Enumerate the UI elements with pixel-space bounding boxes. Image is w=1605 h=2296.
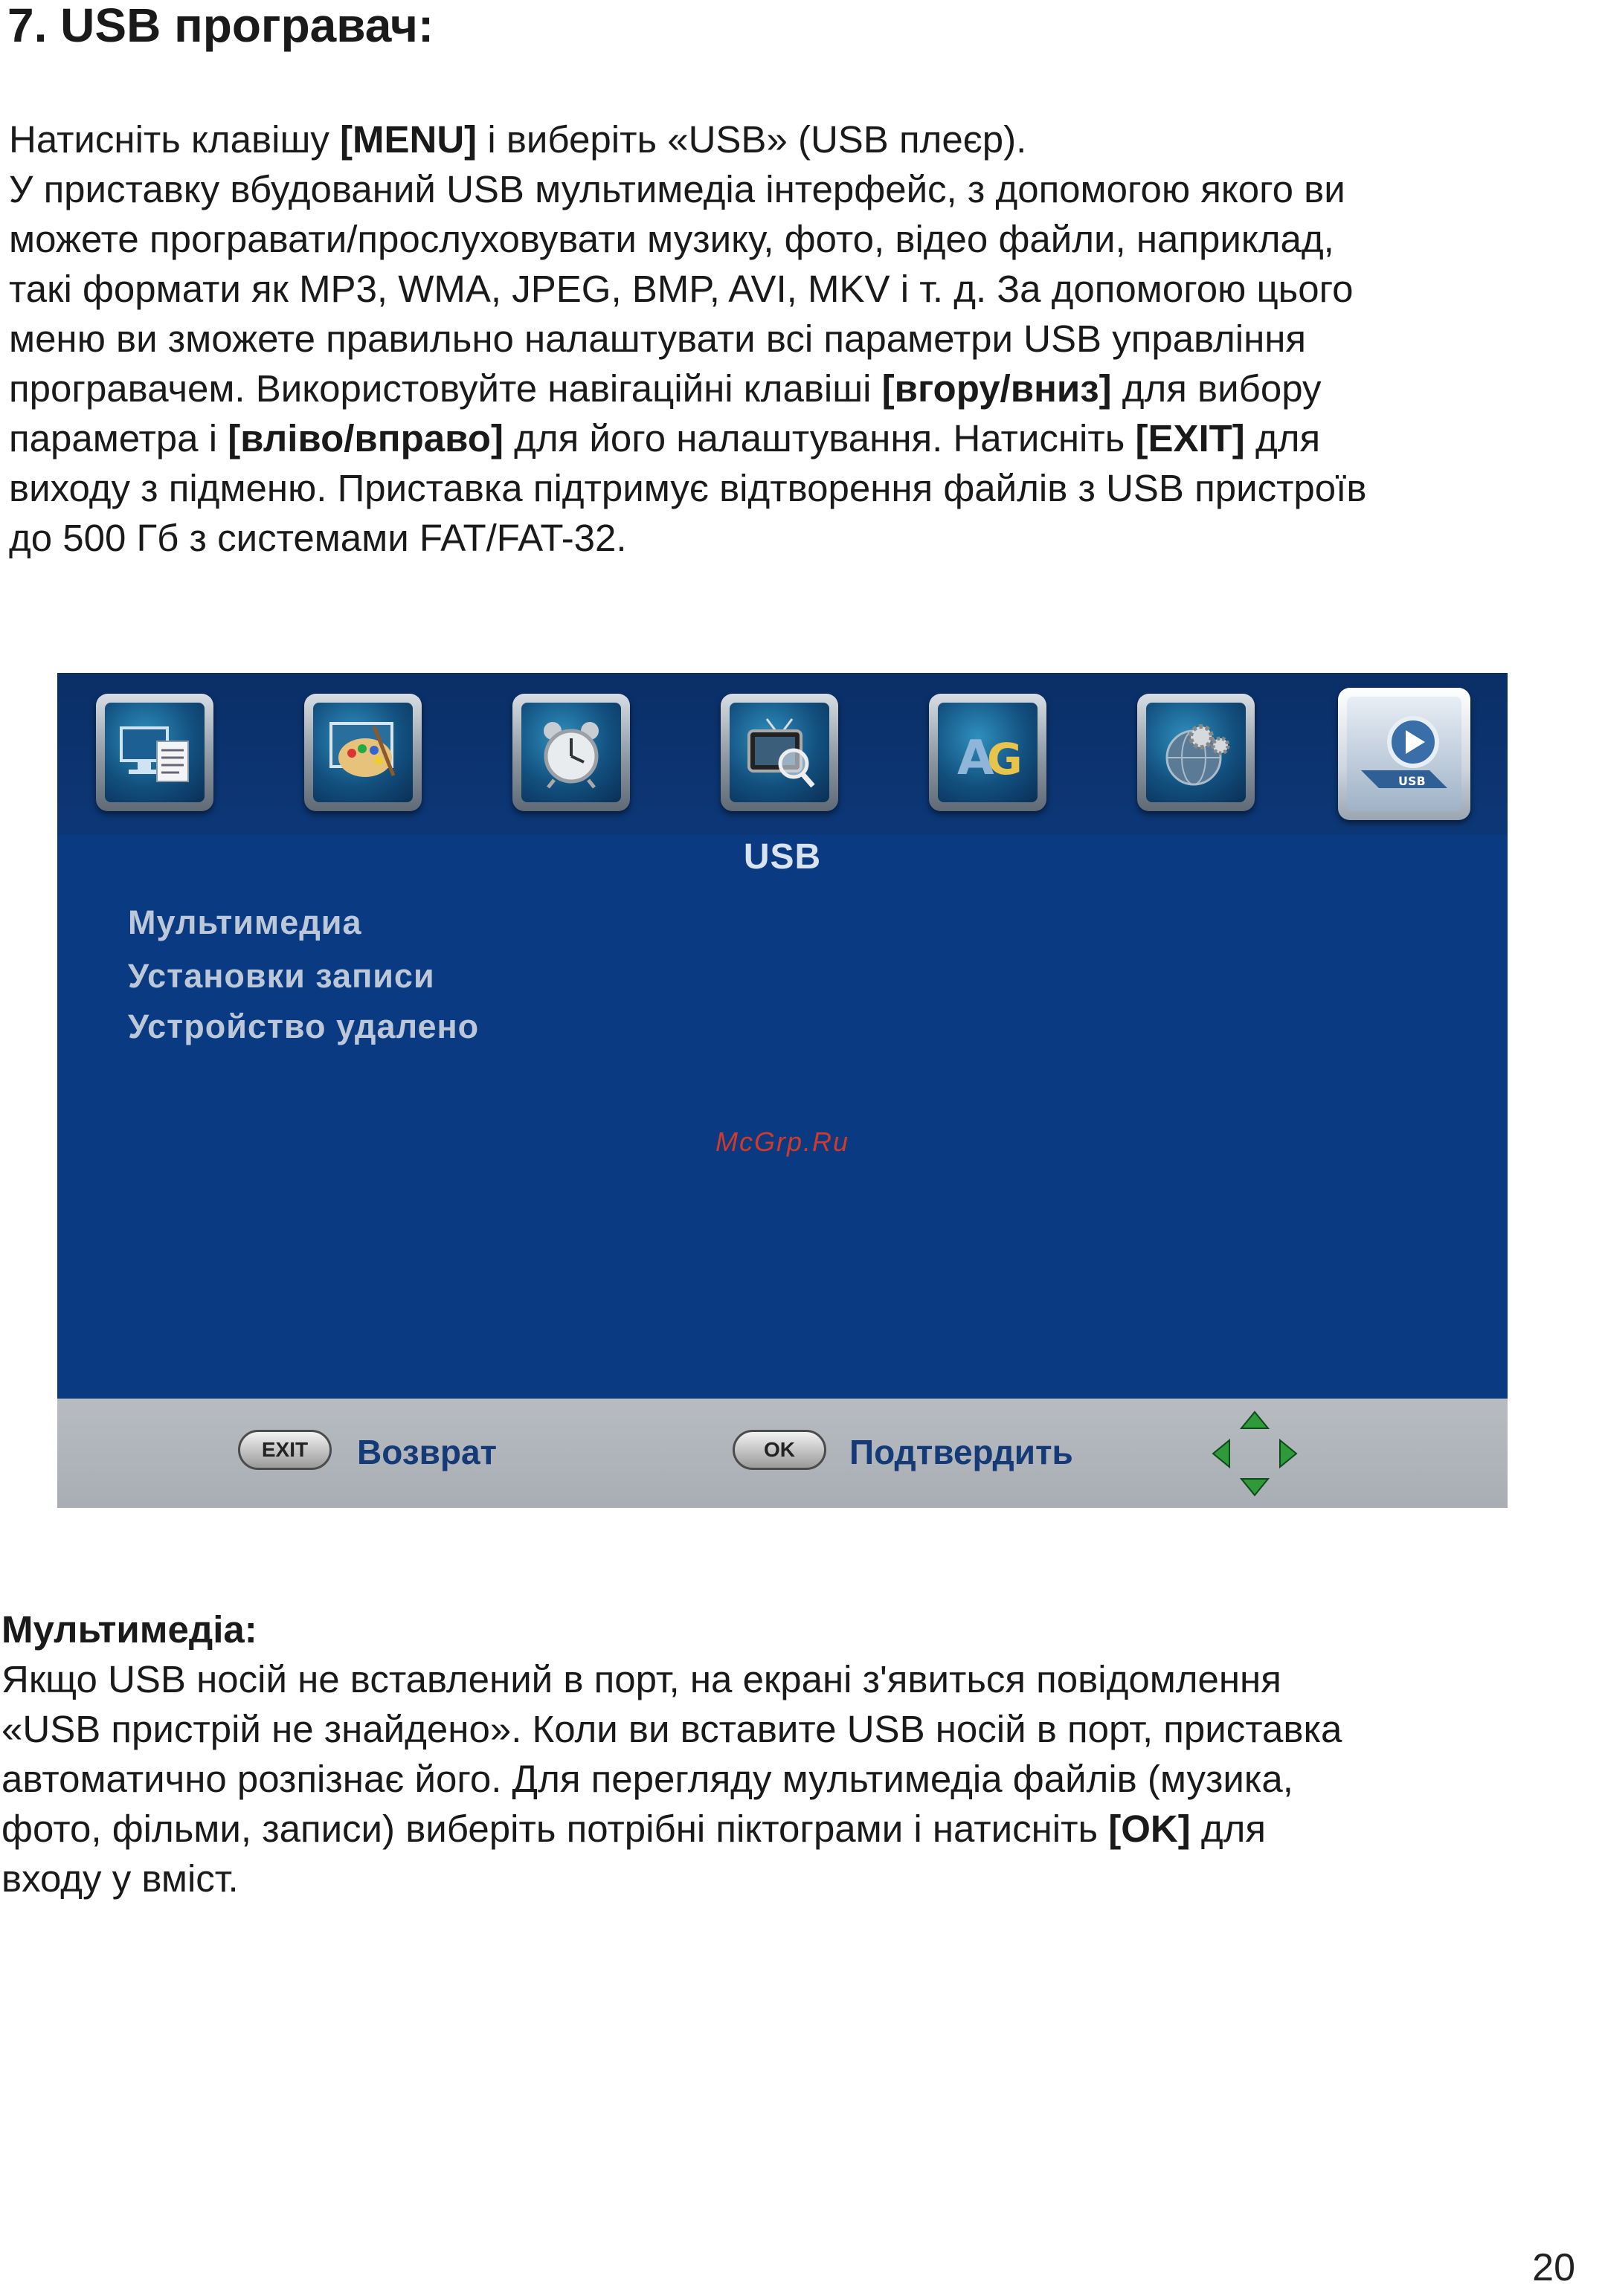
text-line	[9, 214, 1601, 264]
text-line	[9, 463, 1601, 513]
text-run: такі формати як MP3, WMA, JPEG, BMP, AVI, MKV і т. д. За допомогою цього	[9, 268, 1354, 310]
text-run: фото, фільми, записи) виберіть потрібні піктограми і натисніть	[1, 1808, 1109, 1850]
text-run: для вибору	[1111, 367, 1322, 410]
watermark: McGrp.Ru	[715, 1126, 850, 1157]
page-number: 20	[1532, 2246, 1575, 2289]
ok-hint: Подтвердить	[849, 1433, 1073, 1471]
tv-menu-screenshot	[57, 673, 1508, 1508]
text-run: входу у вміст.	[1, 1857, 239, 1900]
text-line	[9, 115, 1601, 164]
text-line	[1, 1704, 1593, 1754]
text-run: для	[1190, 1808, 1267, 1850]
text-run: Якщо USB носій не вставлений в порт, на екрані з'явиться повідомлення	[1, 1658, 1281, 1700]
menu-item-device-removed[interactable]: Устройство удалено	[128, 1007, 480, 1045]
multimedia-paragraph	[1, 1654, 1593, 1903]
text-line	[9, 413, 1601, 463]
menu-item-record-settings[interactable]: Установки записи	[128, 957, 435, 995]
text-run: автоматично розпізнає його. Для перегляду мультимедіа файлів (музика,	[1, 1758, 1293, 1800]
key-name: [MENU]	[340, 118, 477, 161]
text-run: У приставку вбудований USB мультимедіа інтерфейс, з допомогою якого ви	[9, 168, 1345, 210]
text-run: для його налаштування. Натисніть	[503, 417, 1136, 459]
tv-menu-title: USB	[743, 837, 822, 877]
intro-paragraph	[9, 115, 1601, 563]
text-run: меню ви зможете правильно налаштувати всі параметри USB управління	[9, 317, 1307, 360]
text-run: можете програвати/прослуховувати музику, фото, відео файли, наприклад,	[9, 218, 1334, 260]
text-line	[9, 264, 1601, 314]
key-name: [OK]	[1108, 1808, 1191, 1850]
menu-item-multimedia[interactable]: Мультимедиа	[128, 903, 362, 941]
text-run: «USB пристрій не знайдено». Коли ви вставите USB носій в порт, приставка	[1, 1708, 1342, 1750]
text-line	[1, 1754, 1593, 1804]
text-run: і виберіть «USB» (USB плеєр).	[477, 118, 1027, 161]
text-run: до 500 Гб з системами FAT/FAT-32.	[9, 517, 627, 559]
usb-icon-label: USB	[1398, 774, 1426, 788]
text-line	[9, 314, 1601, 364]
key-name: [EXIT]	[1135, 417, 1245, 459]
text-run: програвачем. Використовуйте навігаційні клавіші	[9, 367, 882, 410]
svg-text:G: G	[987, 734, 1023, 784]
text-run: Натисніть клавішу	[9, 118, 341, 161]
exit-hint: Возврат	[357, 1433, 498, 1471]
language-icon[interactable]	[929, 694, 1046, 811]
navigation-arrows-icon	[1210, 1409, 1299, 1498]
text-run: параметра і	[9, 417, 228, 459]
palette-icon[interactable]	[304, 694, 422, 811]
text-run: виходу з підменю. Приставка підтримує відтворення файлів з USB пристроїв	[9, 467, 1367, 509]
multimedia-heading: Мультимедіа:	[1, 1608, 257, 1651]
text-line	[9, 364, 1601, 413]
gears-globe-icon[interactable]	[1137, 694, 1255, 811]
exit-key[interactable]: EXIT	[238, 1430, 332, 1470]
text-run: для	[1244, 417, 1321, 459]
text-line	[1, 1654, 1593, 1704]
key-name: [вліво/вправо]	[228, 417, 504, 459]
section-heading: 7. USB програвач:	[7, 0, 434, 52]
ok-key[interactable]: OK	[733, 1430, 826, 1470]
text-line	[9, 164, 1601, 214]
svg-text:A: A	[957, 731, 994, 786]
alarm-clock-icon[interactable]	[512, 694, 630, 811]
key-name: [вгору/вниз]	[881, 367, 1112, 410]
text-line	[9, 513, 1601, 563]
text-line	[1, 1854, 1593, 1903]
tv-footer-bar	[57, 1399, 1508, 1508]
usb-play-icon[interactable]	[1338, 688, 1470, 820]
tv-icon-bar	[57, 673, 1508, 835]
monitor-icon[interactable]	[96, 694, 213, 811]
tv-magnifier-icon[interactable]	[721, 694, 838, 811]
text-line	[1, 1804, 1593, 1854]
